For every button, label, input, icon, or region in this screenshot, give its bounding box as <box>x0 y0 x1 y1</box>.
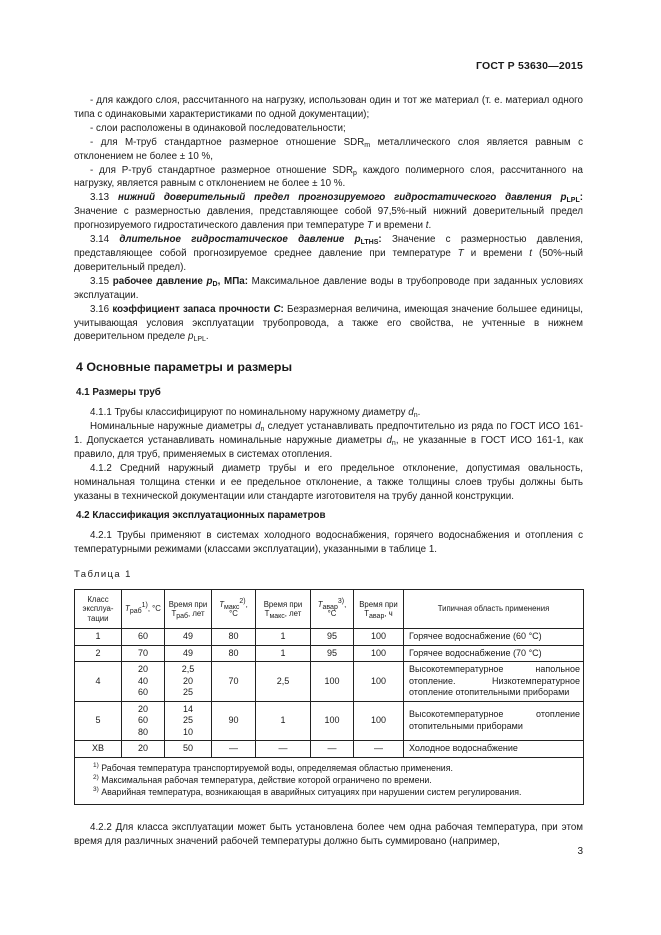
table-note-3: $^{3)}$ Аварийная температура, возникающая в аварийных ситуациях при нарушении систем регулирования. <box>93 785 522 797</box>
definition-3-14: 3.14 длительное гидростатическое давление $p_{LTHS}$: Значение с размерностью давления, представляющее собой прогнозируемое среднее давление при температуре T и времени t (50%-ный доверительный предел). <box>74 234 583 273</box>
cell-t-avar: 95 <box>311 645 354 662</box>
cell-time-raw: 49 <box>165 645 212 662</box>
cell-time-avar: 100 <box>354 701 404 741</box>
table-row <box>75 662 584 702</box>
cell-time-avar: — <box>354 741 404 758</box>
paragraph-4-1-1-diameters: Номинальные наружные диаметры $d_n$ следует устанавливать предпочтительно из ряда по ГОСТ ИСО 161-1. Допускается устанавливать номинальные наружные диаметры $d_n$, не указанные в ГОСТ ИСО 161-1, как правило, для труб, применяемых в системах отопления. <box>74 421 583 460</box>
table-note-2: $^{2)}$ Максимальная рабочая температура, действие которой ограничено по времени. <box>93 773 432 785</box>
cell-t-raw: 70 <box>122 645 165 662</box>
cell-time-max: 2,5 <box>256 662 311 702</box>
col-header-area: Типичная область применения <box>404 590 584 629</box>
col-header-time-avar: Время при $T_{авар}$, ч <box>354 590 404 629</box>
cell-area: Холодное водоснабжение <box>404 741 584 758</box>
document-body <box>74 94 583 848</box>
bullet-p-pipes: - для Р-труб стандартное размерное отношение $SDR_p$ каждого полимерного слоя, рассчитанного на нагрузку, является равным с отклонением не более ± 10 %. <box>74 164 583 190</box>
cell-class: 2 <box>75 645 122 662</box>
paragraph-4-2-1: 4.2.1 Трубы применяют в системах холодного водоснабжения, горячего водоснабжения и отопления с температурными режимами (классами эксплуатации), указанными в таблице 1. <box>74 530 583 556</box>
service-class-table <box>74 589 584 805</box>
cell-time-avar: 100 <box>354 645 404 662</box>
cell-t-max: 80 <box>212 629 256 646</box>
cell-time-raw: 2,5 20 25 <box>165 662 212 702</box>
cell-time-max: 1 <box>256 701 311 741</box>
col-header-t-avar: $T_{авар}^{3)}$, °С <box>311 590 354 629</box>
cell-t-max: — <box>212 741 256 758</box>
definition-3-16: 3.16 коэффициент запаса прочности C: Безразмерная величина, имеющая значение большее единицы, учитывающая условия эксплуатации трубопровода, а также его свойства, не учтенные в нижнем доверительном пределе $p_{LPL}$. <box>74 303 583 344</box>
cell-area: Горячее водоснабжение (60 °С) <box>404 629 584 646</box>
cell-t-avar: — <box>311 741 354 758</box>
paragraph-4-1-1: 4.1.1 Трубы классифицируют по номинальному наружному диаметру $d_n$. <box>90 407 421 420</box>
section-4-2-heading: 4.2 Классификация эксплуатационных параметров <box>76 510 326 522</box>
bullet-same-material: - для каждого слоя, рассчитанного на нагрузку, использован один и тот же материал (т. е. материал одного типа с одинаковыми характеристиками по одной документации); <box>74 95 583 120</box>
col-header-time-max: Время при $T_{макс}$, лет <box>256 590 311 629</box>
table-row <box>75 741 584 758</box>
cell-area: Высокотемпературное напольное отопление. Низкотемпературное отопление отопительными приборами <box>404 662 584 702</box>
table-notes-row <box>75 757 584 804</box>
cell-t-max: 70 <box>212 662 256 702</box>
cell-time-avar: 100 <box>354 662 404 702</box>
paragraph-4-1-2: 4.1.2 Средний наружный диаметр трубы и его предельное отклонение, допустимая овальность, номинальная толщина стенки и ее предельное отклонение, а также толщины слоев трубы должны быть указаны в технической документации или стандарте изготовителя на трубу данной конструкции. <box>74 462 583 502</box>
table-caption: Таблица 1 <box>74 569 132 581</box>
cell-area: Высокотемпературное отопление отопительными приборами <box>404 701 584 741</box>
col-header-time-raw: Время при $T_{раб}$, лет <box>165 590 212 629</box>
cell-t-max: 90 <box>212 701 256 741</box>
cell-time-avar: 100 <box>354 629 404 646</box>
page-number: 3 <box>577 846 583 857</box>
cell-time-max: — <box>256 741 311 758</box>
cell-area: Горячее водоснабжение (70 °С) <box>404 645 584 662</box>
cell-class: 4 <box>75 662 122 702</box>
table-header-row <box>75 590 584 629</box>
cell-time-max: 1 <box>256 629 311 646</box>
bullet-m-pipes: - для М-труб стандартное размерное отношение $SDR_m$ металлического слоя является равным с отклонением не более ± 10 %, <box>74 136 583 162</box>
col-header-t-max: $T_{макс}^{2)}$, °С <box>212 590 256 629</box>
cell-t-raw: 20 <box>122 741 165 758</box>
cell-t-max: 80 <box>212 645 256 662</box>
paragraph-4-2-2: 4.2.2 Для класса эксплуатации может быть установлена более чем одна рабочая температура, при этом время для различных значений рабочей температуры должно быть суммировано (например, <box>74 821 583 847</box>
cell-class: 1 <box>75 629 122 646</box>
section-4-heading: 4 Основные параметры и размеры <box>76 360 293 375</box>
table-notes <box>75 757 584 804</box>
cell-time-raw: 14 25 10 <box>165 701 212 741</box>
table-row <box>75 645 584 662</box>
cell-time-raw: 50 <box>165 741 212 758</box>
table-row <box>75 629 584 646</box>
cell-t-avar: 95 <box>311 629 354 646</box>
section-4-1-heading: 4.1 Размеры труб <box>76 387 161 399</box>
table-note-1: $^{1)}$ Рабочая температура транспортируемой воды, определяемая областью применения. <box>93 761 453 773</box>
col-header-t-raw: $T_{раб}^{1)}$, °С <box>122 590 165 629</box>
cell-time-raw: 49 <box>165 629 212 646</box>
cell-time-max: 1 <box>256 645 311 662</box>
cell-t-raw: 20 60 80 <box>122 701 165 741</box>
bullet-same-sequence: - слои расположены в одинаковой последовательности; <box>90 122 346 134</box>
cell-t-avar: 100 <box>311 662 354 702</box>
cell-t-avar: 100 <box>311 701 354 741</box>
table-row <box>75 701 584 741</box>
cell-class: ХВ <box>75 741 122 758</box>
cell-t-raw: 60 <box>122 629 165 646</box>
cell-t-raw: 20 40 60 <box>122 662 165 702</box>
definition-3-13: 3.13 нижний доверительный предел прогнозируемого гидростатического давления $p_{LPL}$: Значение с размерностью давления, представляющее собой 97,5%-ный нижний доверительный предел прогнозируемого гидростатического давления при температуре T и времени t. <box>74 192 583 232</box>
col-header-class: Класс эксплуа-тации <box>75 590 122 629</box>
definition-3-15: 3.15 рабочее давление $p_D$, МПа: Максимальное давление воды в трубопроводе при заданных условиях эксплуатации. <box>74 275 583 301</box>
document-header: ГОСТ Р 53630—2015 <box>475 60 583 72</box>
cell-class: 5 <box>75 701 122 741</box>
